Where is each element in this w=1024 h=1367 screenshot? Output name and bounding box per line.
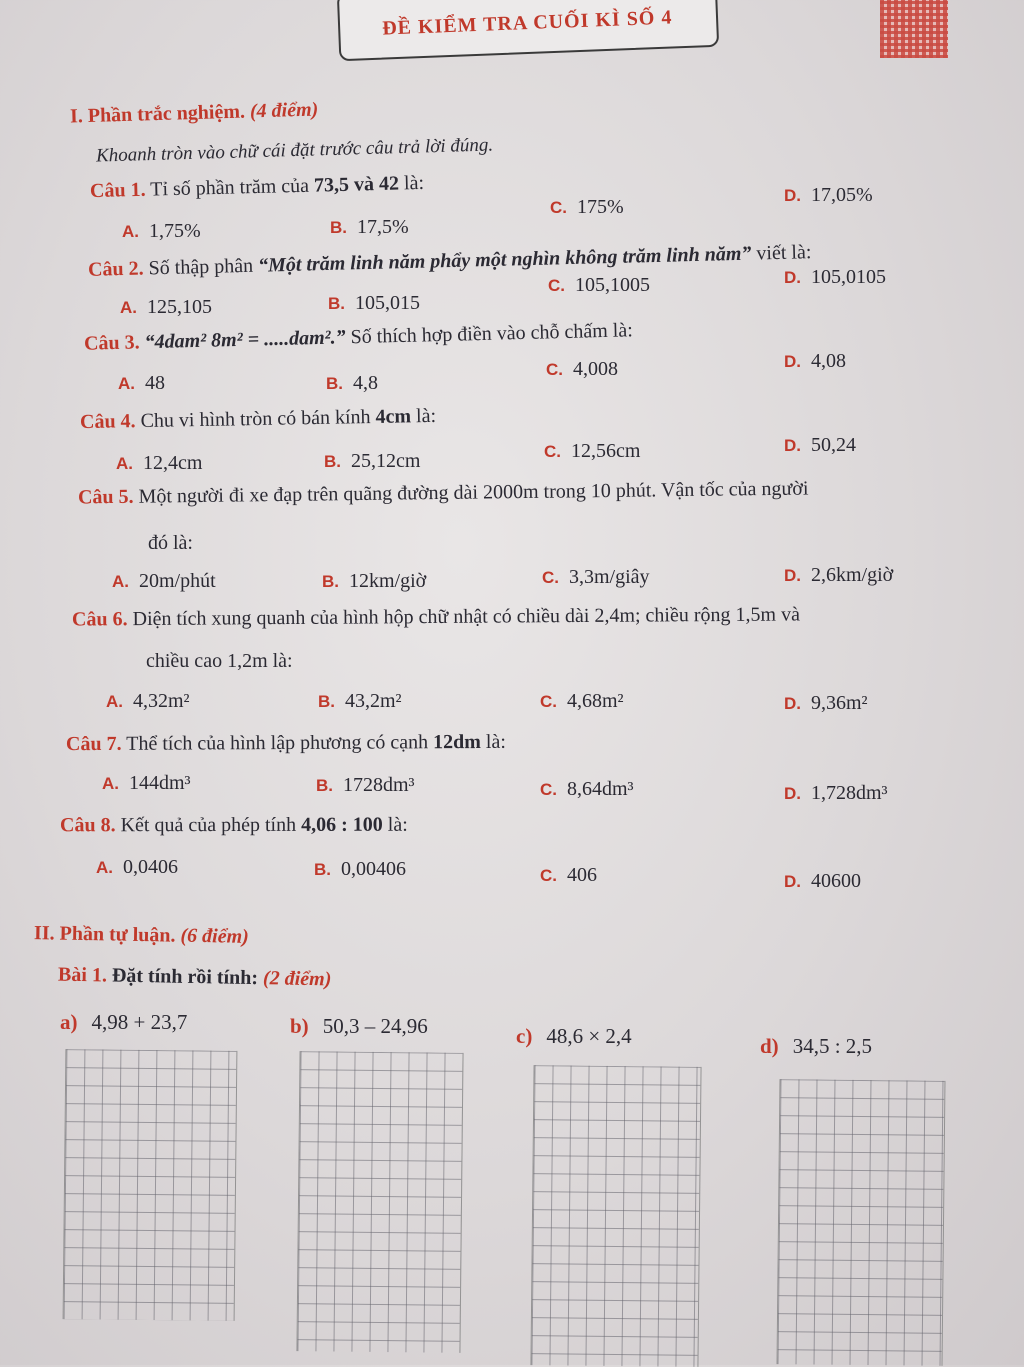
question-8-option-a[interactable] xyxy=(96,856,178,879)
question-8-option-d[interactable] xyxy=(784,870,861,893)
bai1-line xyxy=(58,964,332,992)
option-text: 4,32m² xyxy=(133,690,190,712)
question-7-label: Câu 7. xyxy=(66,733,122,755)
question-2-option-c[interactable] xyxy=(548,274,650,297)
question-3-label: Câu 3. xyxy=(84,331,140,354)
question-7-tail: là: xyxy=(481,731,506,753)
question-5-label: Câu 5. xyxy=(78,486,134,509)
option-letter: B. xyxy=(316,776,333,795)
question-8-stem xyxy=(60,814,408,838)
question-4-label: Câu 4. xyxy=(80,410,136,433)
option-letter: C. xyxy=(540,692,557,711)
bai1-points: (2 điểm) xyxy=(263,967,332,990)
question-8-bold: 4,06 : 100 xyxy=(301,814,383,836)
question-3-stem xyxy=(84,319,633,355)
part2-heading: II. Phần tự luận. xyxy=(34,922,176,946)
option-text: 25,12cm xyxy=(351,450,420,472)
question-8-option-b[interactable] xyxy=(314,858,406,881)
option-text: 125,105 xyxy=(147,296,212,318)
option-text: 9,36m² xyxy=(811,692,868,714)
question-3-option-d[interactable] xyxy=(784,350,846,373)
question-8-tail: là: xyxy=(383,814,408,836)
question-7-option-d[interactable] xyxy=(784,782,888,805)
question-6-text: Diện tích xung quanh của hình hộp chữ nhật có chiều dài 2,4m; chiều rộng 1,5m và xyxy=(133,603,800,630)
option-text: 105,1005 xyxy=(575,274,650,296)
work-grid-c[interactable] xyxy=(530,1065,701,1367)
exam-title: ĐỀ KIỂM TRA CUỐI KÌ SỐ 4 xyxy=(382,6,673,40)
exercise-expression: 34,5 : 2,5 xyxy=(793,1034,872,1058)
option-letter: B. xyxy=(328,294,345,313)
option-letter: C. xyxy=(548,276,565,295)
work-grid-d[interactable] xyxy=(777,1079,946,1366)
option-text: 48 xyxy=(145,372,165,394)
option-text: 144dm³ xyxy=(129,772,191,794)
option-letter: D. xyxy=(784,784,801,803)
exercise-expression: 4,98 + 23,7 xyxy=(92,1010,188,1034)
question-3-tail: Số thích hợp điền vào chỗ chấm là: xyxy=(345,319,633,348)
exercise-letter: c) xyxy=(516,1024,532,1048)
part1-points: (4 điểm) xyxy=(250,99,319,123)
question-6-option-b[interactable] xyxy=(318,690,402,713)
option-letter: B. xyxy=(330,218,347,237)
question-7-option-c[interactable] xyxy=(540,778,634,801)
question-5-option-a[interactable] xyxy=(112,570,216,593)
option-text: 0,0406 xyxy=(123,856,178,878)
question-4-tail: là: xyxy=(411,405,436,427)
question-7-stem xyxy=(66,731,506,756)
question-4-option-d[interactable] xyxy=(784,434,856,457)
question-8-text: Kết quả của phép tính xyxy=(121,814,302,836)
option-text: 4,08 xyxy=(811,350,846,372)
question-5-option-d[interactable] xyxy=(784,564,893,587)
option-letter: B. xyxy=(326,374,343,393)
option-letter: B. xyxy=(314,860,331,879)
question-6-option-d[interactable] xyxy=(784,692,868,715)
option-text: 4,8 xyxy=(353,372,378,394)
option-text: 12,56cm xyxy=(571,440,640,462)
option-text: 1,75% xyxy=(149,220,201,242)
question-1-tail: là: xyxy=(399,172,425,195)
question-2-option-b[interactable] xyxy=(328,292,420,315)
option-letter: A. xyxy=(96,858,113,877)
question-8-label: Câu 8. xyxy=(60,814,116,836)
option-text: 4,008 xyxy=(573,358,618,380)
option-text: 1728dm³ xyxy=(343,774,415,796)
question-3-option-b[interactable] xyxy=(326,372,378,395)
option-letter: D. xyxy=(784,352,801,371)
part1-heading-line xyxy=(70,99,319,129)
part2-points: (6 điểm) xyxy=(180,925,249,948)
question-7-option-b[interactable] xyxy=(316,774,415,797)
question-2-bold: “Một trăm linh năm phẩy một nghìn không trăm linh năm” xyxy=(258,243,752,277)
question-7-text: Thể tích của hình lập phương có cạnh xyxy=(126,731,433,755)
option-letter: A. xyxy=(106,692,123,711)
option-letter: B. xyxy=(322,572,339,591)
question-6-option-a[interactable] xyxy=(106,690,190,713)
option-text: 20m/phút xyxy=(139,570,216,592)
question-1-label: Câu 1. xyxy=(90,179,146,202)
bai1-label: Bài 1. xyxy=(58,964,107,987)
part1-instruction: Khoanh tròn vào chữ cái đặt trước câu trả lời đúng. xyxy=(96,134,494,167)
option-letter: C. xyxy=(544,442,561,461)
question-8-option-c[interactable] xyxy=(540,864,597,887)
option-letter: A. xyxy=(118,374,135,393)
option-letter: C. xyxy=(546,360,563,379)
question-7-option-a[interactable] xyxy=(102,772,191,795)
option-letter: D. xyxy=(784,872,801,891)
qr-code-icon xyxy=(880,0,948,58)
question-2-text: Số thập phân xyxy=(148,255,258,280)
option-text: 3,3m/giây xyxy=(569,566,650,588)
option-letter: D. xyxy=(784,186,801,205)
exercise-letter: a) xyxy=(60,1010,78,1034)
question-1-option-c[interactable] xyxy=(550,196,624,219)
exercise-a xyxy=(60,1010,187,1035)
option-letter: D. xyxy=(784,436,801,455)
question-6-option-c[interactable] xyxy=(540,690,624,713)
option-text: 0,00406 xyxy=(341,858,406,880)
option-text: 8,64dm³ xyxy=(567,778,634,800)
question-4-text: Chu vi hình tròn có bán kính xyxy=(140,406,375,432)
exercise-expression: 48,6 × 2,4 xyxy=(546,1024,631,1048)
option-letter: A. xyxy=(122,222,139,241)
option-text: 105,015 xyxy=(355,292,420,314)
question-4-option-b[interactable] xyxy=(324,450,420,473)
exercise-b xyxy=(290,1014,428,1039)
option-letter: C. xyxy=(550,198,567,217)
bai1-text: Đặt tính rồi tính: xyxy=(112,965,258,990)
question-2-stem xyxy=(88,241,812,282)
option-text: 175% xyxy=(577,196,624,218)
question-2-option-d[interactable] xyxy=(784,266,886,289)
question-1-option-d[interactable] xyxy=(784,184,873,207)
question-4-option-a[interactable] xyxy=(116,452,202,475)
work-grid-a[interactable] xyxy=(63,1049,238,1321)
option-letter: A. xyxy=(116,454,133,473)
question-5-option-c[interactable] xyxy=(542,566,650,589)
option-text: 12,4cm xyxy=(143,452,202,474)
question-3-option-a[interactable] xyxy=(118,372,165,395)
option-letter: B. xyxy=(318,692,335,711)
question-4-stem xyxy=(80,405,436,434)
exercise-expression: 50,3 – 24,96 xyxy=(323,1014,428,1038)
option-letter: C. xyxy=(542,568,559,587)
exam-title-box xyxy=(337,0,719,61)
question-5-option-b[interactable] xyxy=(322,570,426,593)
exercise-c xyxy=(516,1024,632,1049)
question-5-stem xyxy=(78,478,809,510)
option-text: 4,68m² xyxy=(567,690,624,712)
question-6-continuation: chiều cao 1,2m là: xyxy=(146,650,293,673)
option-letter: D. xyxy=(784,566,801,585)
option-text: 406 xyxy=(567,864,597,886)
question-1-option-b[interactable] xyxy=(330,216,409,239)
option-letter: B. xyxy=(324,452,341,471)
question-2-tail: viết là: xyxy=(751,241,812,264)
option-letter: C. xyxy=(540,866,557,885)
option-text: 40600 xyxy=(811,870,861,892)
question-1-option-a[interactable] xyxy=(122,220,201,243)
question-5-continuation: đó là: xyxy=(148,532,193,555)
option-text: 17,05% xyxy=(811,184,873,206)
option-letter: D. xyxy=(784,268,801,287)
option-letter: A. xyxy=(112,572,129,591)
option-text: 105,0105 xyxy=(811,266,886,288)
question-6-label: Câu 6. xyxy=(72,608,128,630)
question-1-text: Tỉ số phần trăm của xyxy=(150,175,314,201)
question-1-stem xyxy=(90,172,425,203)
question-4-option-c[interactable] xyxy=(544,440,640,463)
option-text: 43,2m² xyxy=(345,690,402,712)
exercise-letter: d) xyxy=(760,1034,779,1058)
question-3-text: “4dam² 8m² = .....dam².” xyxy=(144,326,346,353)
option-text: 17,5% xyxy=(357,216,409,238)
option-text: 1,728dm³ xyxy=(811,782,888,804)
question-2-option-a[interactable] xyxy=(120,296,212,319)
option-text: 12km/giờ xyxy=(349,570,426,592)
question-4-bold: 4cm xyxy=(375,405,411,428)
option-text: 50,24 xyxy=(811,434,856,456)
part1-heading: I. Phần trắc nghiệm. xyxy=(70,101,246,128)
question-3-option-c[interactable] xyxy=(546,358,618,381)
option-text: 2,6km/giờ xyxy=(811,564,893,586)
exercise-d xyxy=(760,1034,872,1059)
question-7-bold: 12dm xyxy=(433,731,481,753)
question-6-stem xyxy=(72,603,800,631)
question-5-text: Một người đi xe đạp trên quãng đường dài 2000m trong 10 phút. Vận tốc của người xyxy=(138,478,808,508)
option-letter: C. xyxy=(540,780,557,799)
option-letter: D. xyxy=(784,694,801,713)
work-grid-b[interactable] xyxy=(296,1051,463,1353)
exercise-letter: b) xyxy=(290,1014,309,1038)
part2-heading-line xyxy=(34,922,249,949)
question-1-bold: 73,5 và 42 xyxy=(314,173,400,197)
question-2-label: Câu 2. xyxy=(88,257,144,280)
option-letter: A. xyxy=(120,298,137,317)
option-letter: A. xyxy=(102,774,119,793)
